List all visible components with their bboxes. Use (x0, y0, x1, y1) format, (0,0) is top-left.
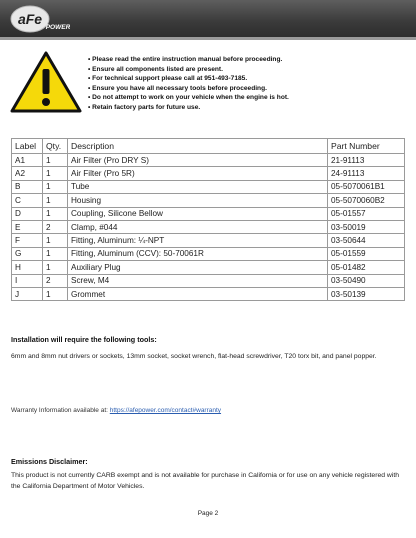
afe-power-logo (8, 3, 70, 35)
cell-qty: 1 (43, 194, 68, 207)
cell-description: Auxiliary Plug (68, 261, 328, 274)
cell-qty: 2 (43, 220, 68, 233)
installation-tools-text: 6mm and 8mm nut drivers or sockets, 13mm socket, socket wrench, flat-head screwdriver, T20 torx bit, and panel popper. (11, 353, 377, 360)
cell-part-number: 03-50490 (328, 274, 405, 287)
cell-qty: 1 (43, 167, 68, 180)
column-header-description: Description (68, 139, 328, 154)
notice-item: • Ensure all components listed are present. (88, 65, 289, 75)
cell-qty: 1 (43, 180, 68, 193)
table-row (12, 247, 405, 260)
notice-item: • Do not attempt to work on your vehicle when the engine is hot. (88, 93, 289, 103)
cell-label: J (12, 287, 43, 300)
table-row (12, 180, 405, 193)
cell-part-number: 21-91113 (328, 154, 405, 167)
cell-description: Air Filter (Pro 5R) (68, 167, 328, 180)
warranty-link[interactable]: https://afepower.com/contact#warranty (109, 407, 222, 414)
notice-item: • For technical support please call at 951-493-7185. (88, 74, 289, 84)
table-row (12, 274, 405, 287)
cell-description: Air Filter (Pro DRY S) (68, 154, 328, 167)
cell-part-number: 24-91113 (328, 167, 405, 180)
cell-description: Tube (68, 180, 328, 193)
cell-description: Clamp, #044 (68, 220, 328, 233)
cell-description: Grommet (68, 287, 328, 300)
table-row (12, 261, 405, 274)
logo-text-afe: aFe (17, 11, 43, 27)
cell-label: G (12, 247, 43, 260)
cell-part-number: 05-01559 (328, 247, 405, 260)
cell-qty: 1 (43, 247, 68, 260)
notice-item: • Ensure you have all necessary tools before proceeding. (88, 84, 289, 94)
emissions-title: Emissions Disclaimer: (11, 457, 88, 466)
logo-text-power: POWER (45, 24, 70, 31)
cell-part-number: 05-01557 (328, 207, 405, 220)
cell-qty: 1 (43, 287, 68, 300)
emissions-disclaimer-text: This product is not currently CARB exempt and is not available for purchase in California or for use on any vehicle registered with the California Department of Motor Vehicles. (11, 472, 399, 490)
warranty-label: Warranty Information available at: (11, 407, 108, 414)
cell-part-number: 05-5070061B1 (328, 180, 405, 193)
column-header-qty: Qty. (43, 139, 68, 154)
table-row (12, 207, 405, 220)
column-header-part-number: Part Number (328, 139, 405, 154)
cell-description: Housing (68, 194, 328, 207)
table-row (12, 220, 405, 233)
exclamation-triangle-icon (10, 50, 82, 114)
cell-label: D (12, 207, 43, 220)
cell-qty: 1 (43, 234, 68, 247)
cell-part-number: 03-50139 (328, 287, 405, 300)
cell-description: Fitting, Aluminum: ¼-NPT (68, 234, 328, 247)
warranty-line (11, 407, 221, 414)
cell-qty: 2 (43, 274, 68, 287)
cell-part-number: 03-50644 (328, 234, 405, 247)
header-bar (0, 0, 416, 40)
notice-item: • Please read the entire instruction manual before proceeding. (88, 55, 289, 65)
table-row (12, 154, 405, 167)
notice-item: • Retain factory parts for future use. (88, 103, 289, 113)
column-header-label: Label (12, 139, 43, 154)
cell-part-number: 05-01482 (328, 261, 405, 274)
cell-label: H (12, 261, 43, 274)
installation-title: Installation will require the following tools: (11, 335, 157, 344)
cell-description: Fitting, Aluminum (CCV): 50-70061R (68, 247, 328, 260)
cell-label: A1 (12, 154, 43, 167)
cell-label: A2 (12, 167, 43, 180)
cell-part-number: 03-50019 (328, 220, 405, 233)
cell-label: C (12, 194, 43, 207)
cell-description: Coupling, Silicone Bellow (68, 207, 328, 220)
safety-notice-list (88, 55, 289, 113)
cell-qty: 1 (43, 261, 68, 274)
parts-table (11, 138, 405, 301)
table-row (12, 194, 405, 207)
page-number: Page 2 (197, 510, 219, 517)
cell-label: E (12, 220, 43, 233)
cell-qty: 1 (43, 207, 68, 220)
cell-qty: 1 (43, 154, 68, 167)
cell-label: I (12, 274, 43, 287)
cell-label: F (12, 234, 43, 247)
cell-description: Screw, M4 (68, 274, 328, 287)
cell-label: B (12, 180, 43, 193)
table-row (12, 234, 405, 247)
table-row (12, 167, 405, 180)
table-row (12, 287, 405, 300)
table-header-row (12, 139, 405, 154)
cell-part-number: 05-5070060B2 (328, 194, 405, 207)
